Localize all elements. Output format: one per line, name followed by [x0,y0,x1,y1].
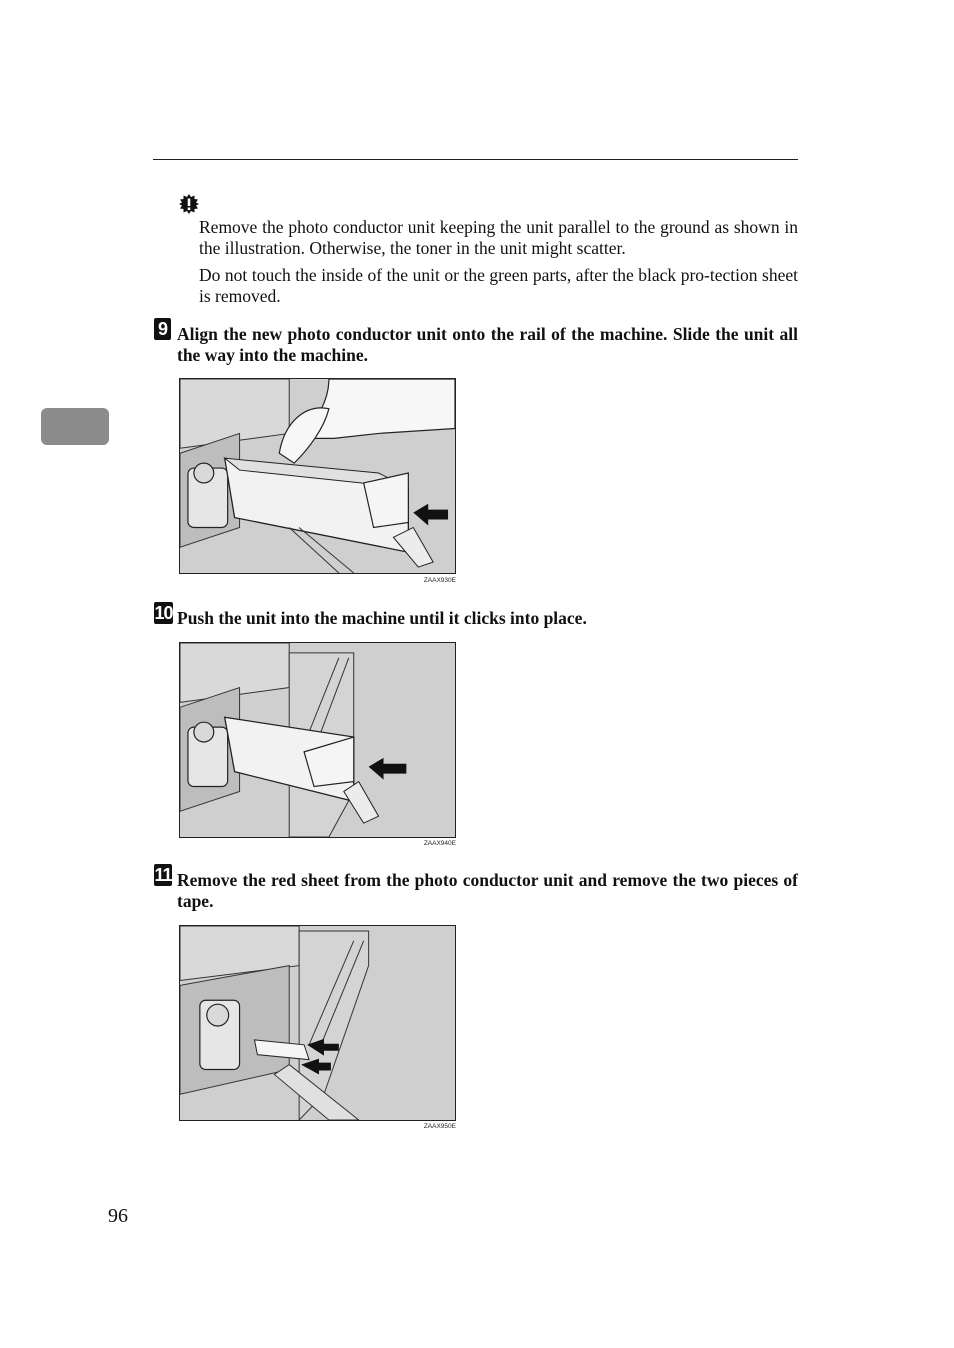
step-text: Remove the red sheet from the photo conductor unit and remove the two pieces of tape. [177,870,798,911]
figure-push-unit [179,642,456,838]
important-icon [178,193,200,215]
step-number: 11 [154,865,172,885]
page-number: 96 [108,1205,128,1227]
step-number: 10 [154,603,173,623]
step-text: Align the new photo conductor unit onto the rail of the machine. Slide the unit all the way into the machine. [177,324,798,365]
note-text: Remove the photo conductor unit keeping the unit parallel to the ground as shown in the illustration. Otherwise, the toner in the unit might scatter. [199,217,798,258]
step-number: 9 [154,318,171,340]
figure-remove-sheet [179,925,456,1121]
figure-code: ZAAX950E [423,1123,456,1130]
note-text: Do not touch the inside of the unit or the green parts, after the black pro-tection sheet is removed. [199,265,798,306]
figure-code: ZAAX940E [423,840,456,847]
figure-insert-unit [179,378,456,574]
step-text: Push the unit into the machine until it clicks into place. [177,608,587,628]
chapter-tab [41,408,109,445]
header-rule [153,159,798,160]
figure-code: ZAAX930E [423,577,456,584]
